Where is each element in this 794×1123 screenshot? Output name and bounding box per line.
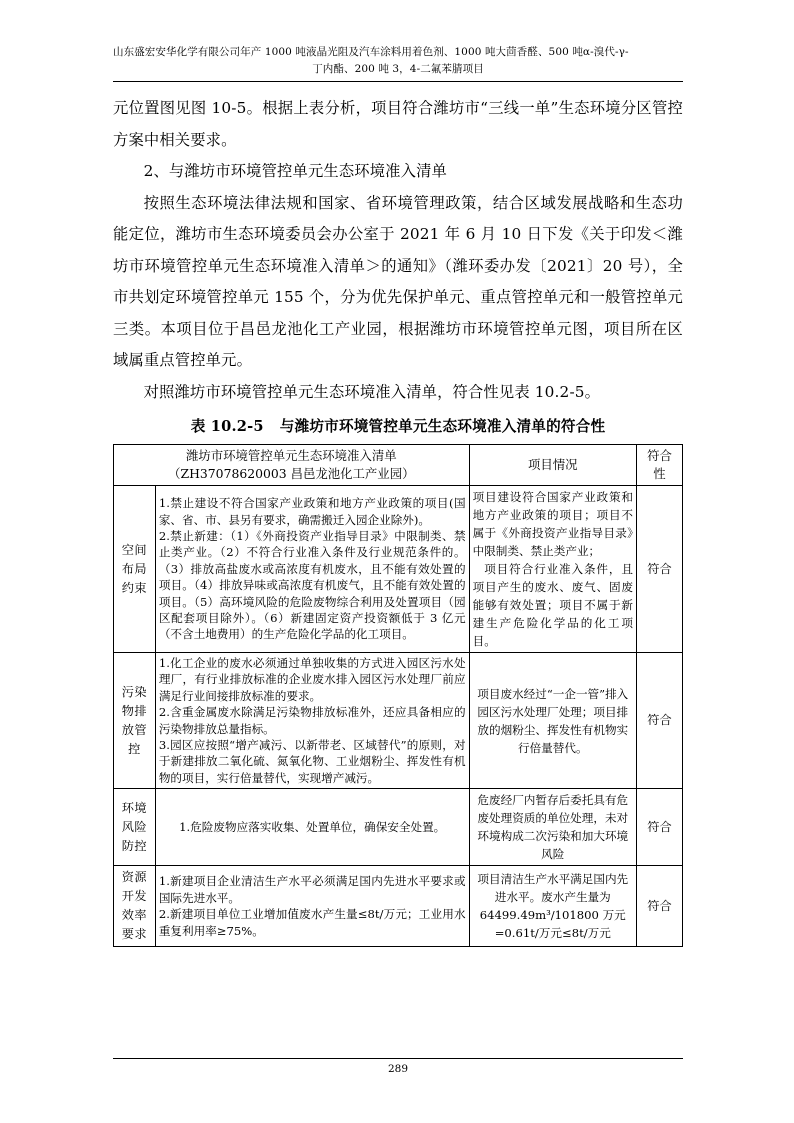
- list-item: 1.禁止建设不符合国家产业政策和地方产业政策的项目(国家、省、市、县另有要求，确需搬迁入园企业除外)。: [158, 496, 466, 527]
- project-paragraph: 项目建设符合国家产业政策和地方产业政策的项目；项目不属于《外商投资产业指导目录》中限制类、禁止类产业；: [472, 490, 633, 558]
- project-paragraph: 危废经厂内暂存后委托具有危废处理资质的单位处理，未对环境构成二次污染和加大环境风险: [477, 793, 629, 862]
- body-text: [113, 93, 683, 408]
- list-item: 1.新建项目企业清洁生产水平必须满足国内先进水平要求或国际先进水平。: [158, 874, 466, 905]
- row-category: 空间布局约束: [114, 486, 156, 653]
- row-access-list: [155, 486, 469, 653]
- project-paragraph: 64499.49m³/101800 万元=0.61t/万元≤8t/万元: [479, 908, 626, 941]
- row-access-list: [155, 789, 469, 866]
- project-paragraph: 项目清洁生产水平满足国内先进水平。废水产生量为: [477, 872, 629, 905]
- compliance-table: [113, 444, 683, 947]
- table-caption-title: 与潍坊市环境管控单元生态环境准入清单的符合性: [279, 418, 606, 435]
- row-project-situation: [469, 789, 636, 866]
- list-item: 1.危险废物应落实收集、处置单位，确保安全处置。: [179, 820, 446, 835]
- page-footer: [113, 1058, 683, 1077]
- paragraph-1: 元位置图见图 10-5。根据上表分析，项目符合潍坊市“三线一单”生态环境分区管控方案中相关要求。: [113, 99, 683, 149]
- paragraph-2-heading: 2、与潍坊市环境管控单元生态环境准入清单: [143, 162, 447, 180]
- table-caption-number: 表 10.2-5: [190, 418, 264, 435]
- row-compliance-status: 符合: [636, 486, 682, 653]
- running-header-line-1: 山东盛宏安华化学有限公司年产 1000 吨液晶光阻及汽车涂料用着色剂、1000 吨大茴香醛、500 吨α-溴代-γ-: [113, 46, 629, 58]
- list-item: 1.化工企业的废水必须通过单独收集的方式进入园区污水处理厂，有行业排放标准的企业废水排入园区污水处理厂前应满足行业间接排放标准的要求。: [158, 656, 466, 703]
- column-header-compliance-line-1: 符合: [647, 448, 672, 463]
- column-header-compliance: [636, 445, 682, 486]
- row-access-list: [155, 866, 469, 947]
- row-compliance-status: 符合: [636, 653, 682, 789]
- list-item: 2.含重金属废水除满足污染物排放标准外，还应具备相应的污染物排放总量指标。: [158, 705, 466, 736]
- column-header-project-situation: 项目情况: [469, 445, 636, 486]
- row-category: 资源开发效率要求: [114, 866, 156, 947]
- column-header-compliance-line-2: 性: [653, 466, 666, 481]
- list-item: 2.新建项目单位工业增加值废水产生量≤8t/万元；工业用水重复利用率≥75%。: [158, 907, 466, 938]
- row-project-situation: [469, 486, 636, 653]
- row-project-situation: [469, 653, 636, 789]
- column-header-access-list-line-1: 潍坊市环境管控单元生态环境准入清单: [185, 448, 397, 463]
- running-header-line-2: 丁内酯、200 吨 3，4-二氟苯腈项目: [312, 63, 484, 75]
- project-paragraph: 项目符合行业准入条件，且项目产生的废水、废气、固废能够有效处置；项目不属于新建生产危险化学品的化工项目。: [472, 562, 633, 648]
- row-access-list: [155, 653, 469, 789]
- page-content: [113, 44, 683, 947]
- row-category: 污染物排放管控: [114, 653, 156, 789]
- row-category: 环境风险防控: [114, 789, 156, 866]
- paragraph-3: 按照生态环境法律法规和国家、省环境管理政策，结合区域发展战略和生态功能定位，潍坊市生态环境委员会办公室于 2021 年 6 月 10 日下发《关于印发＜潍坊市环境管控单元生态环境准入清单＞的通知》（潍环委办发〔2021〕20 号），全市共划定环境管控单元 155 个，分为优先保护单元、重点管控单元和一般管控单元三类。本项目位于昌邑龙池化工产业园，根据潍坊市环境管控单元图，项目所在区域属重点管控单元。: [113, 193, 683, 369]
- list-item: 2.禁止新建：（1）《外商投资产业指导目录》中限制类、禁止类产业。（2）不符合行业准入条件及行业规范条件的。（3）排放高盐废水或高浓度有机废水，且不能有效处置的项目。（4）排放异味或高浓度有机废气，且不能有效处置的项目。（5）高环境风险的危险废物综合利用及处置项目（园区配套项目除外）。（6）新建固定资产投资额低于 3 亿元（不含土地费用）的生产危险化学品的化工项目。: [158, 528, 466, 642]
- paragraph-4: 对照潍坊市环境管控单元生态环境准入清单，符合性见表 10.2-5。: [143, 382, 601, 401]
- table-row: [114, 866, 683, 947]
- row-project-situation: [469, 866, 636, 947]
- table-row: [114, 486, 683, 653]
- column-header-access-list-line-2: （ZH37078620003 昌邑龙池化工产业园）: [168, 466, 415, 481]
- row-compliance-status: 符合: [636, 789, 682, 866]
- row-compliance-status: 符合: [636, 866, 682, 947]
- running-header: [113, 44, 683, 78]
- table-row: [114, 789, 683, 866]
- column-header-access-list: [114, 445, 470, 486]
- table-caption: [113, 415, 683, 439]
- project-paragraph: 项目废水经过“一企一管”排入园区污水处理厂处理；项目排放的烟粉尘、挥发性有机物实行倍量替代。: [477, 686, 629, 755]
- list-item: 3.园区应按照“增产减污、以新带老、区域替代”的原则，对于新建排放二氧化硫、氮氧化物、工业烟粉尘、挥发性有机物的项目，实行倍量替代，实现增产减污。: [158, 738, 466, 785]
- table-row: [114, 653, 683, 789]
- header-divider: [113, 81, 683, 82]
- table-header-row: [114, 445, 683, 486]
- page-number: 289: [387, 1063, 409, 1075]
